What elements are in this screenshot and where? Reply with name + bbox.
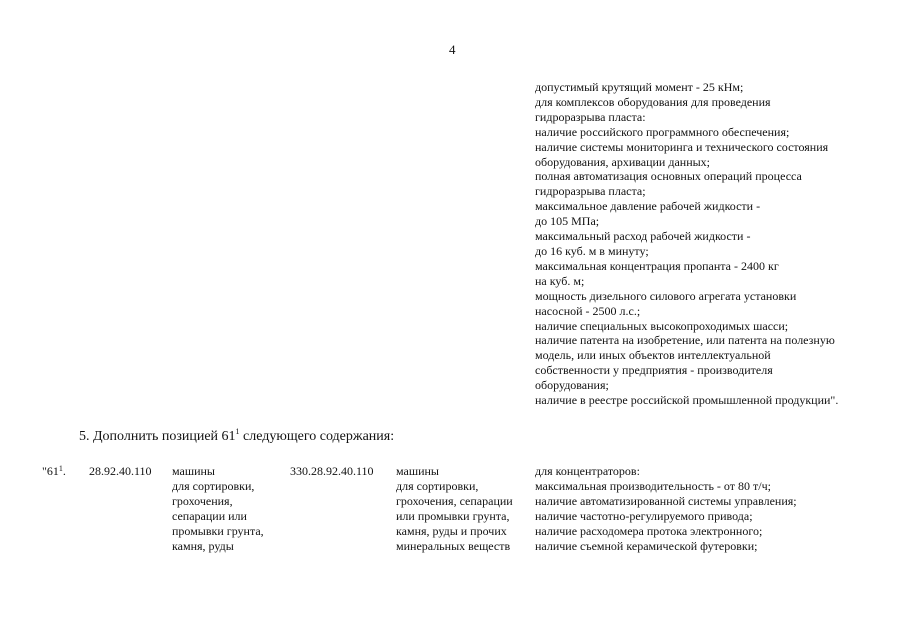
requirement-line: насосной - 2500 л.с.; (535, 303, 641, 318)
product-description-line: минеральных веществ (396, 538, 511, 553)
requirement-line: на куб. м; (535, 273, 585, 288)
extended-code: 330.28.92.40.110 (290, 464, 374, 478)
requirement-line: наличие системы мониторинга и технического состояния (535, 139, 829, 154)
requirement-line: гидроразрыва пласта: (535, 109, 646, 124)
requirement-line: собственности у предприятия - производителя (535, 363, 773, 378)
requirement-line: наличие расходомера протока электронного; (535, 523, 763, 538)
requirement-line: максимальная концентрация пропанта - 2400 кг (535, 258, 779, 273)
section-heading-text-end: следующего содержания: (239, 429, 395, 444)
requirement-line: наличие специальных высокопроходимых шасси; (535, 318, 789, 333)
product-name-line: камня, руды (172, 538, 234, 553)
requirement-line: гидроразрыва пласта; (535, 184, 646, 199)
product-name-line: для сортировки, (172, 478, 255, 493)
section-heading-text: 5. Дополнить позицией 61 (79, 429, 236, 444)
position-number-superscript: 1 (58, 464, 63, 473)
extended-code-cell (290, 464, 374, 479)
requirement-line: наличие патента на изобретение, или патента на полезную (535, 333, 835, 348)
okpd-code-cell (89, 464, 152, 479)
section-heading-superscript: 1 (235, 427, 240, 436)
requirement-line: для комплексов оборудования для проведения (535, 94, 771, 109)
requirement-line: максимальное давление рабочей жидкости - (535, 199, 761, 214)
requirement-line: наличие съемной керамической футеровки; (535, 538, 758, 553)
product-description-line: машины (396, 464, 439, 478)
requirement-line: для концентраторов: (535, 464, 640, 478)
requirement-line: мощность дизельного силового агрегата установки (535, 288, 797, 303)
product-name-line: промывки грунта, (172, 523, 264, 538)
requirement-line: модель, или иных объектов интеллектуальной (535, 348, 771, 363)
product-name-cell (172, 464, 264, 553)
page-number: 4 (449, 42, 456, 57)
product-description-line: камня, руды и прочих (396, 523, 507, 538)
product-description-line: для сортировки, (396, 478, 479, 493)
okpd-code: 28.92.40.110 (89, 464, 152, 478)
position-number (42, 464, 66, 479)
product-description-line: или промывки грунта, (396, 508, 510, 523)
requirement-line: максимальный расход рабочей жидкости - (535, 229, 751, 244)
position-number-suffix: . (62, 464, 66, 478)
requirement-line: максимальная производительность - от 80 т/ч; (535, 478, 771, 493)
requirement-line: наличие российского программного обеспечения; (535, 124, 790, 139)
product-name-line: машины (172, 464, 215, 478)
position-number-text: "61 (42, 464, 59, 478)
requirement-line: наличие автоматизированной системы управления; (535, 493, 797, 508)
requirement-line: до 16 куб. м в минуту; (535, 243, 649, 258)
product-description-cell (396, 464, 513, 553)
requirement-line: оборудования, архивации данных; (535, 154, 711, 169)
requirement-line: наличие частотно-регулируемого привода; (535, 508, 753, 523)
product-description-line: грохочения, сепарации (396, 493, 513, 508)
requirement-line: оборудования; (535, 378, 609, 393)
product-name-line: грохочения, (172, 493, 233, 508)
requirement-line: наличие в реестре российской промышленной продукции". (535, 393, 839, 408)
section-heading (79, 429, 394, 445)
product-name-line: сепарации или (172, 508, 247, 523)
requirements-cell (535, 464, 797, 553)
requirement-line: допустимый крутящий момент - 25 кНм; (535, 80, 744, 94)
requirement-line: до 105 МПа; (535, 214, 600, 229)
requirement-line: полная автоматизация основных операций процесса (535, 169, 802, 184)
requirements-continued (535, 80, 895, 408)
